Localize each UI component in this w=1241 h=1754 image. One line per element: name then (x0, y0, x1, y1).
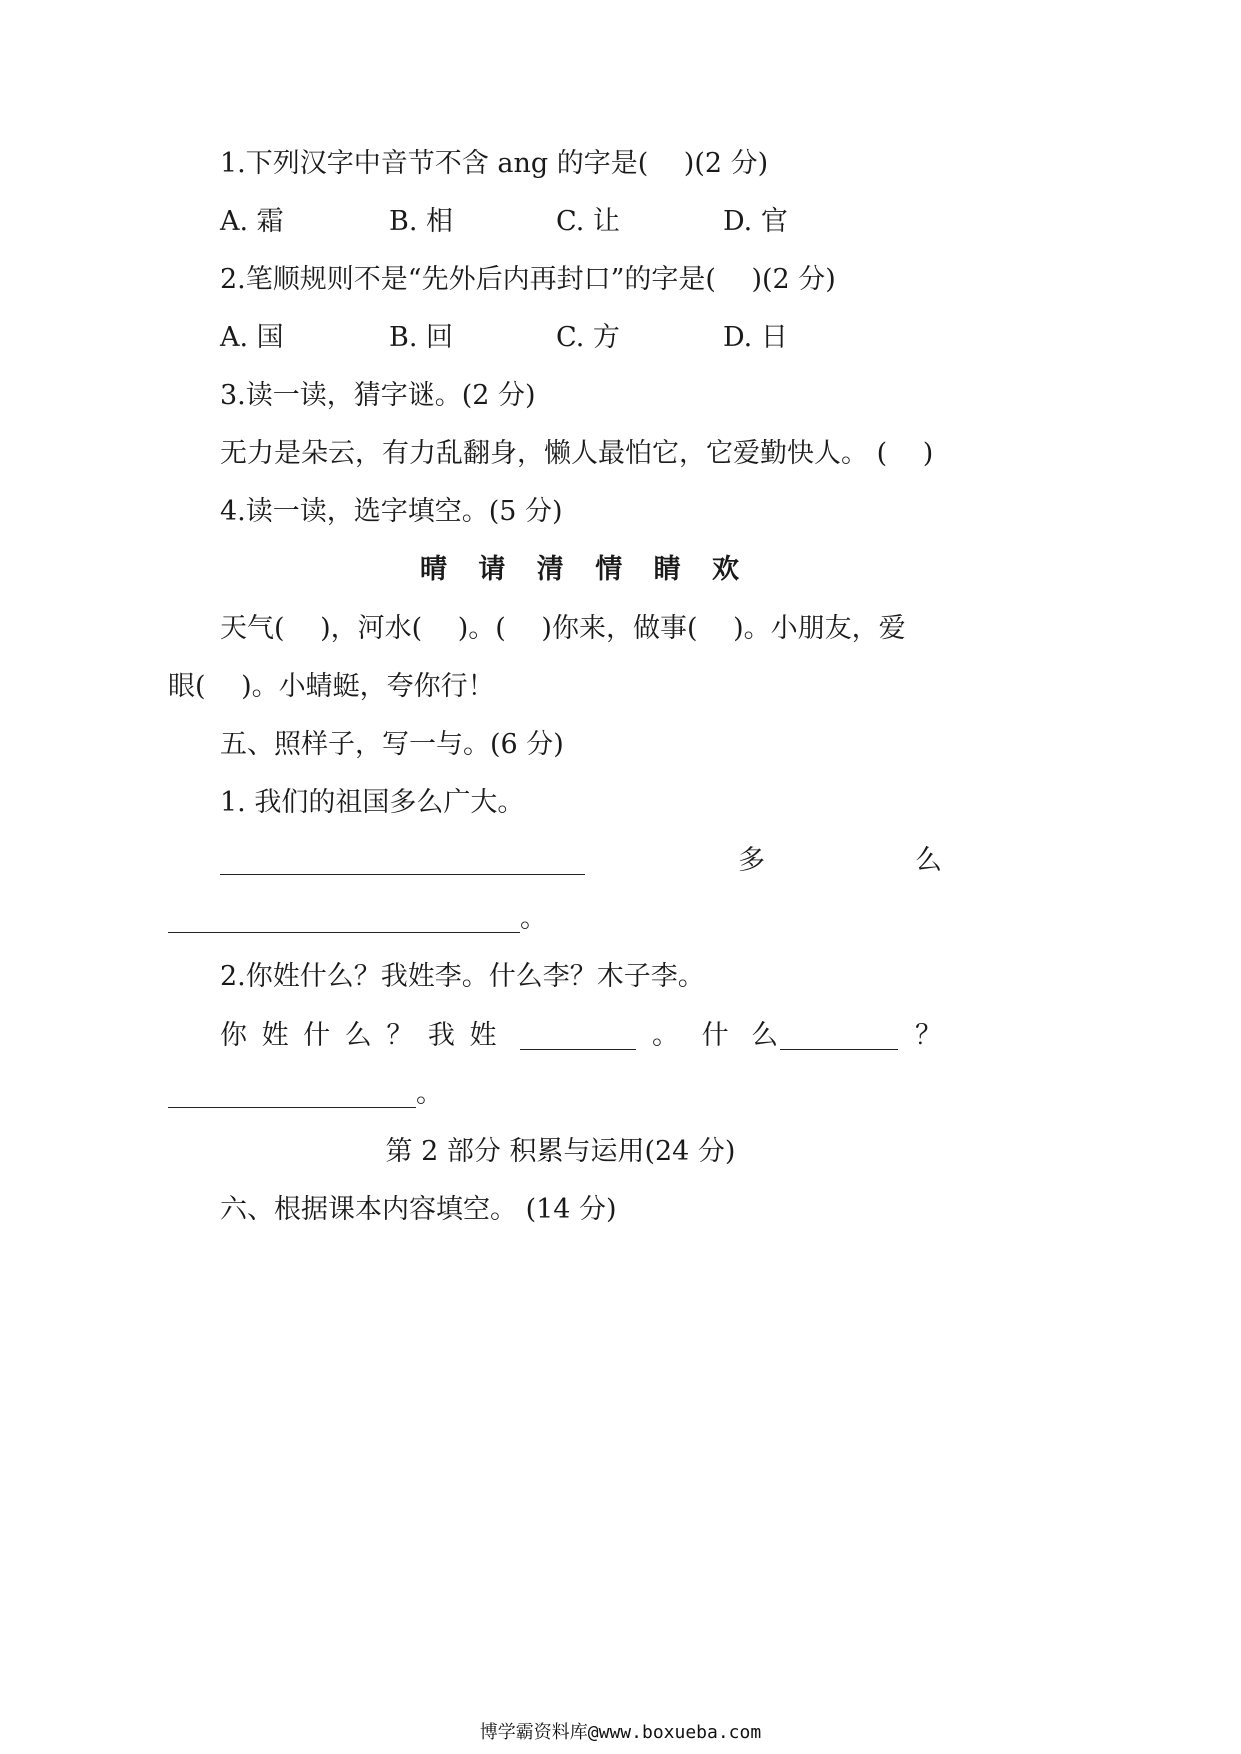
ex1-word-duo: 多 (738, 845, 765, 876)
ex1-period: 。 (520, 903, 547, 934)
section5-example1: 1. 我们的祖国多么广大。 (220, 787, 525, 818)
section6-title: 六、根据课本内容填空。 (14 分) (220, 1194, 617, 1225)
ex2-part2: 。 什 么 (652, 1020, 779, 1051)
ex2-part1: 你 姓 什 么 ？ 我 姓 (220, 1020, 497, 1051)
ex2-part3: ？ (915, 1020, 942, 1051)
q2-option-c: C. 方 (556, 322, 620, 353)
q3-riddle: 无力是朵云，有力乱翻身，懒人最怕它，它爱勤快人。 ( ) (220, 438, 934, 469)
q4-char-options: 晴 请 清 情 睛 欢 (420, 554, 741, 585)
answer-line[interactable] (168, 902, 520, 933)
section5-example2: 2.你姓什么？我姓李。什么李？木子李。 (220, 961, 705, 992)
q1-text: 1.下列汉字中音节不含 ang 的字是( )(2 分) (220, 148, 769, 179)
q2-option-b: B. 回 (389, 322, 454, 353)
q2-option-a: A. 国 (220, 322, 284, 353)
section5-title: 五、照样子，写一与。(6 分) (220, 729, 564, 760)
q3-text: 3.读一读，猜字谜。(2 分) (220, 380, 536, 411)
part2-title: 第 2 部分 积累与运用(24 分) (385, 1136, 736, 1167)
answer-line[interactable] (780, 1019, 898, 1050)
answer-line[interactable] (220, 844, 585, 875)
ex2-period: 。 (416, 1078, 443, 1109)
q1-option-d: D. 官 (723, 206, 788, 237)
answer-line[interactable] (520, 1019, 636, 1050)
answer-line[interactable] (168, 1077, 416, 1108)
q4-passage-line2: 眼( )。小蜻蜓，夸你行！ (168, 671, 495, 702)
q1-option-c: C. 让 (556, 206, 620, 237)
q1-option-a: A. 霜 (220, 206, 284, 237)
q2-option-d: D. 日 (723, 322, 788, 353)
ex1-word-me: 么 (915, 845, 942, 876)
q1-option-b: B. 相 (389, 206, 454, 237)
footer-watermark: 博学霸资料库@www.boxueba.com (479, 1722, 762, 1743)
q4-text: 4.读一读，选字填空。(5 分) (220, 496, 563, 527)
q4-passage-line1: 天气( )，河水( )。( )你来，做事( )。小朋友，爱 (220, 613, 906, 644)
q2-text: 2.笔顺规则不是“先外后内再封口”的字是( )(2 分) (220, 264, 836, 295)
